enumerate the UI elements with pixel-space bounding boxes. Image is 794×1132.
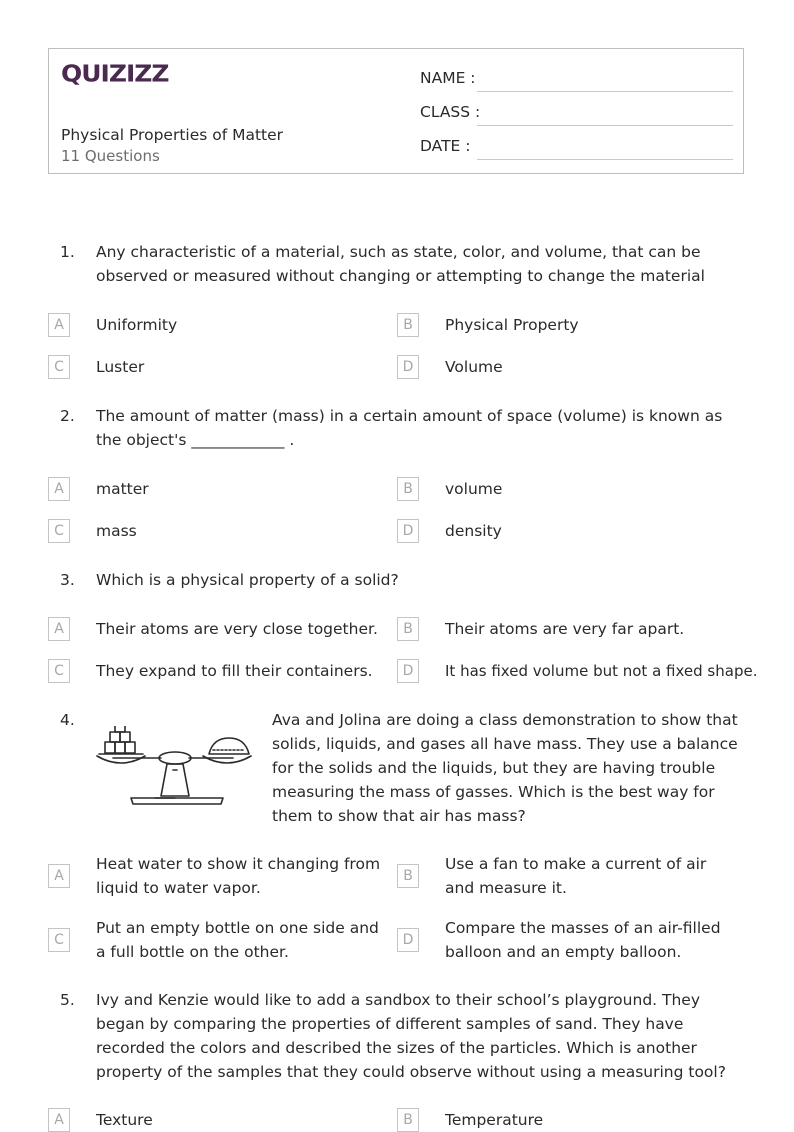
q2-option-c-box[interactable]: C (48, 519, 70, 543)
q1-option-d-text: Volume (445, 358, 503, 376)
q2-option-c-text: mass (96, 522, 137, 540)
date-line[interactable] (477, 159, 733, 160)
name-line[interactable] (477, 91, 733, 92)
q4-option-c-text: Put an empty bottle on one side and a full bottle on the other. (96, 919, 379, 961)
q2-option-d-box[interactable]: D (397, 519, 419, 543)
q2-option-a-text: matter (96, 480, 149, 498)
q4-option-d-box[interactable]: D (397, 928, 419, 952)
question-3-text: Which is a physical property of a solid? (96, 571, 399, 589)
name-field[interactable] (420, 69, 733, 93)
q3-option-a-text: Their atoms are very close together. (96, 620, 378, 638)
question-2-text: The amount of matter (mass) in a certain amount of space (volume) is known as the object's ____________ . (96, 407, 723, 449)
q2-option-b-text: volume (445, 480, 503, 498)
q3-option-d-box[interactable]: D (397, 659, 419, 683)
q1-option-c-text: Luster (96, 358, 145, 376)
date-label: DATE : (420, 137, 471, 155)
question-4-number: 4. (60, 711, 75, 729)
question-4-text: Ava and Jolina are doing a class demonstration to show that solids, liquids, and gases all have mass. They use a balance for the solids and the liquids, but they are having trouble measuring the mass of gasses. Which is the best way for them to show that air has mass? (272, 711, 738, 825)
question-count: 11 Questions (61, 147, 160, 165)
q1-option-c-box[interactable]: C (48, 355, 70, 379)
q4-option-a-box[interactable]: A (48, 864, 70, 888)
q3-option-b-text: Their atoms are very far apart. (445, 620, 685, 638)
q2-option-a-box[interactable]: A (48, 477, 70, 501)
question-3-number: 3. (60, 571, 75, 589)
q5-option-b-text: Temperature (445, 1111, 544, 1129)
balance-scale-image (95, 726, 255, 810)
q1-option-a-box[interactable]: A (48, 313, 70, 337)
q4-option-b-box[interactable]: B (397, 864, 419, 888)
question-1-text: Any characteristic of a material, such as state, color, and volume, that can be observed or measured without changing or attempting to change the material (96, 243, 705, 285)
q3-option-c-text: They expand to fill their containers. (96, 662, 373, 680)
class-field[interactable] (420, 103, 733, 127)
q4-option-a-text: Heat water to show it changing from liquid to water vapor. (96, 855, 381, 897)
q4-option-c-box[interactable]: C (48, 928, 70, 952)
question-1-number: 1. (60, 243, 75, 261)
q4-option-d-text: Compare the masses of an air-filled balloon and an empty balloon. (445, 919, 721, 961)
q2-option-d-text: density (445, 522, 502, 540)
q4-option-b-text: Use a fan to make a current of air and measure it. (445, 855, 707, 897)
q1-option-b-text: Physical Property (445, 316, 579, 334)
class-label: CLASS : (420, 103, 481, 121)
q3-option-d-text: It has fixed volume but not a fixed shape. (445, 662, 758, 680)
quizizz-logo: QUIZIZZ (61, 60, 169, 87)
q2-option-b-box[interactable]: B (397, 477, 419, 501)
question-2-number: 2. (60, 407, 75, 425)
name-label: NAME : (420, 69, 476, 87)
date-field[interactable] (420, 137, 733, 161)
question-5-text: Ivy and Kenzie would like to add a sandbox to their school’s playground. They began by comparing the properties of different samples of sand. They have recorded the colors and described the sizes of the particles. Which is another property of the samples that they could observe without using a measuring tool? (96, 991, 726, 1081)
worksheet-title: Physical Properties of Matter (61, 126, 284, 144)
q3-option-c-box[interactable]: C (48, 659, 70, 683)
q3-option-b-box[interactable]: B (397, 617, 419, 641)
q1-option-b-box[interactable]: B (397, 313, 419, 337)
worksheet-header (48, 48, 744, 174)
question-5-number: 5. (60, 991, 75, 1009)
q1-option-a-text: Uniformity (96, 316, 178, 334)
q5-option-a-box[interactable]: A (48, 1108, 70, 1132)
q5-option-a-text: Texture (96, 1111, 153, 1129)
q1-option-d-box[interactable]: D (397, 355, 419, 379)
class-line[interactable] (477, 125, 733, 126)
q5-option-b-box[interactable]: B (397, 1108, 419, 1132)
q3-option-a-box[interactable]: A (48, 617, 70, 641)
